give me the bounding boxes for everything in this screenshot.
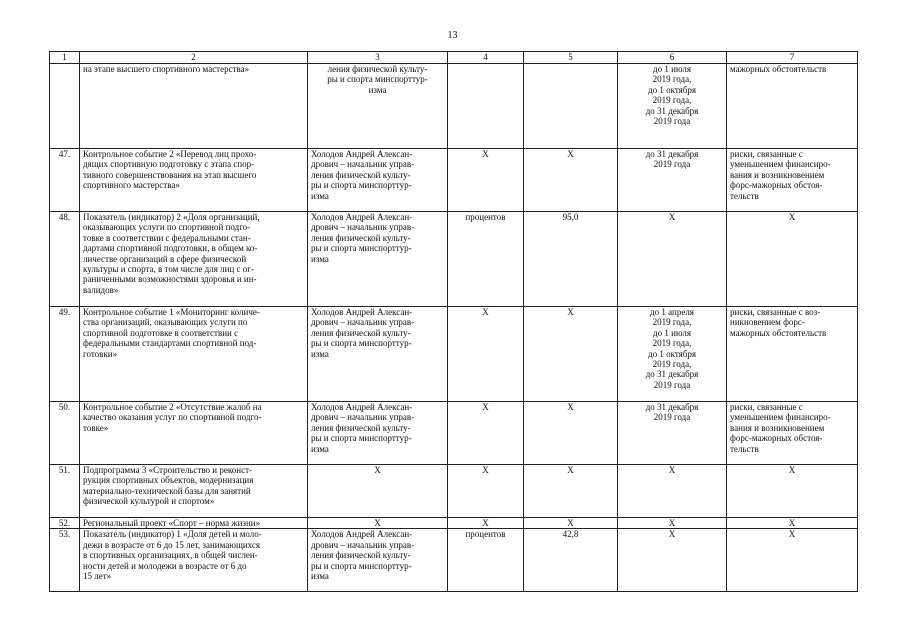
column-header-responsible: 3	[308, 52, 448, 64]
row-value: Х	[524, 518, 618, 529]
row-risks: Х	[727, 529, 858, 592]
row-unit	[448, 64, 524, 149]
row-unit: Х	[448, 149, 524, 212]
row-number: 47.	[50, 149, 80, 212]
table-row	[50, 518, 858, 529]
table-row	[50, 465, 858, 518]
table-row	[50, 402, 858, 465]
row-deadline: до 31 декабря 2019 года	[618, 149, 727, 212]
row-responsible: Холодов Андрей Алексан- дрович – начальник управ- ления физической культу- ры и спорта минспорттур- изма	[308, 149, 448, 212]
row-unit: Х	[448, 465, 524, 518]
row-responsible: Х	[308, 518, 448, 529]
column-header-name: 2	[80, 52, 308, 64]
row-risks: риски, связанные с уменьшением финансиро- вания и возникновением форс-мажорных обстоя- тельств	[727, 402, 858, 465]
row-number	[50, 64, 80, 149]
row-name: на этапе высшего спортивного мастерства»	[80, 64, 308, 149]
row-unit: процентов	[448, 529, 524, 592]
row-value: 42,8	[524, 529, 618, 592]
table-row	[50, 149, 858, 212]
row-name: Контрольное событие 2 «Отсутствие жалоб на качество оказания услуг по спортивной подго- товке»	[80, 402, 308, 465]
row-number: 48.	[50, 212, 80, 307]
row-responsible: Х	[308, 465, 448, 518]
row-number: 50.	[50, 402, 80, 465]
row-name: Подпрограмма 3 «Строительство и реконст- рукция спортивных объектов, модернизация материально-технической базы для занятий физической культурой и спортом»	[80, 465, 308, 518]
row-deadline: Х	[618, 212, 727, 307]
row-risks: мажорных обстоятельств	[727, 64, 858, 149]
row-unit: Х	[448, 402, 524, 465]
row-deadline: до 1 июля 2019 года, до 1 октября 2019 года, до 31 декабря 2019 года	[618, 64, 727, 149]
row-responsible: Холодов Андрей Алексан- дрович – начальник управ- ления физической культу- ры и спорта минспорттур- изма	[308, 212, 448, 307]
row-name: Контрольное событие 1 «Мониторинг количе- ства организаций, оказывающих услуги по спортивной подготовке в соответствии с федеральными стандартами спортивной под- готовки»	[80, 307, 308, 402]
row-responsible: Холодов Андрей Алексан- дрович – начальник управ- ления физической культу- ры и спорта минспорттур- изма	[308, 307, 448, 402]
row-risks: риски, связанные с уменьшением финансиро- вания и возникновением форс-мажорных обстоя- тельств	[727, 149, 858, 212]
table-row	[50, 64, 858, 149]
row-risks: Х	[727, 212, 858, 307]
table-row	[50, 212, 858, 307]
row-name: Показатель (индикатор) 1 «Доля детей и моло- дежи в возрасте от 6 до 15 лет, занимающихся в спортивных организациях, в общей числен- ности детей и молодежи в возрасте от 6 до 15 лет»	[80, 529, 308, 592]
page-number: 13	[447, 30, 458, 41]
row-deadline: Х	[618, 465, 727, 518]
row-deadline: до 31 декабря 2019 года	[618, 402, 727, 465]
row-value: Х	[524, 465, 618, 518]
row-number: 51.	[50, 465, 80, 518]
row-unit: Х	[448, 307, 524, 402]
row-name: Показатель (индикатор) 2 «Доля организаций, оказывающих услуги по спортивной подго- товке в соответствии с федеральными стан- дартами спортивной подготовки, в общем ко- личестве организаций в сфере физической культуры и спорта, в том числе для лиц с ог- раниченными возможностями здоровья и ин- валидов»	[80, 212, 308, 307]
column-header-value: 5	[524, 52, 618, 64]
row-responsible: ления физической культу- ры и спорта минспорттур- изма	[308, 64, 448, 149]
row-number: 52.	[50, 518, 80, 529]
row-number: 53.	[50, 529, 80, 592]
row-value	[524, 64, 618, 149]
row-responsible: Холодов Андрей Алексан- дрович – начальник управ- ления физической культу- ры и спорта минспорттур- изма	[308, 402, 448, 465]
row-risks: Х	[727, 518, 858, 529]
row-name: Региональный проект «Спорт – норма жизни»	[80, 518, 308, 529]
row-deadline: Х	[618, 529, 727, 592]
row-risks: риски, связанные с воз- никновением форс- мажорных обстоятельств	[727, 307, 858, 402]
column-header-row	[50, 52, 858, 64]
table-row	[50, 307, 858, 402]
column-header-deadline: 6	[618, 52, 727, 64]
column-header-unit: 4	[448, 52, 524, 64]
row-name: Контрольное событие 2 «Перевод лиц прохо- дящих спортивную подготовку с этапа спор- тивного совершенствования на этап высшего спортивного мастерства»	[80, 149, 308, 212]
column-header-number: 1	[50, 52, 80, 64]
row-value: Х	[524, 307, 618, 402]
row-responsible: Холодов Андрей Алексан- дрович – начальник управ- ления физической культу- ры и спорта минспорттур- изма	[308, 529, 448, 592]
column-header-risks: 7	[727, 52, 858, 64]
row-unit: Х	[448, 518, 524, 529]
row-deadline: Х	[618, 518, 727, 529]
row-risks: Х	[727, 465, 858, 518]
row-unit: процентов	[448, 212, 524, 307]
plan-table	[49, 51, 858, 592]
row-deadline: до 1 апреля 2019 года, до 1 июля 2019 года, до 1 октября 2019 года, до 31 декабря 2019 года	[618, 307, 727, 402]
row-number: 49.	[50, 307, 80, 402]
row-value: Х	[524, 149, 618, 212]
table-row	[50, 529, 858, 592]
row-value: Х	[524, 402, 618, 465]
row-value: 95,0	[524, 212, 618, 307]
